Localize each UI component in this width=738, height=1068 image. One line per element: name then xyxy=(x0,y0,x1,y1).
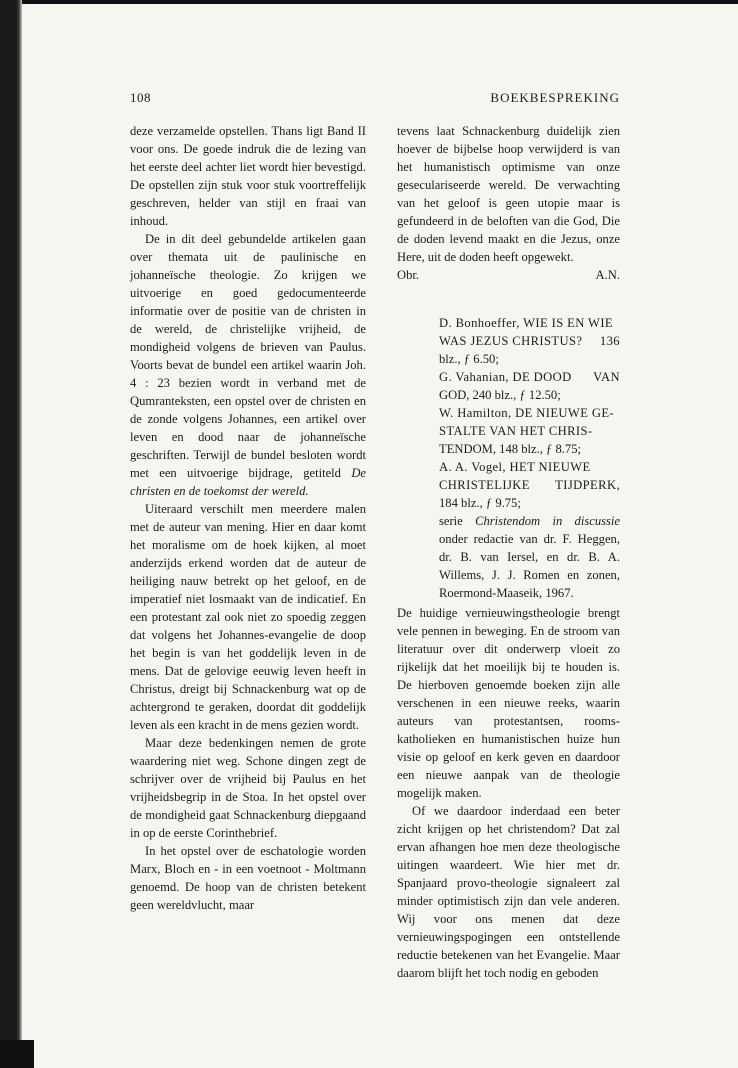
book-title-fragment: VAN xyxy=(593,370,620,384)
series-details: onder redactie van dr. F. Heggen, dr. B. van Iersel, en dr. B. A. Willems, J. J. Romen en zonen, Roermond-Maaseik, 1967. xyxy=(439,532,620,600)
paragraph: Maar deze bedenkingen nemen de grote waardering niet weg. Schone dingen zegt de schrijver over de vrijheid bij Paulus en het vrijheidsbegrip in de Stoa. In het opstel over de mondigheid gaat Schnackenburg diepgaand in op de eerste Corinthebrief. xyxy=(130,736,366,840)
book-entry-line: STALTE VAN HET CHRIS- xyxy=(439,424,593,438)
running-head xyxy=(130,90,620,110)
book-entry-line: TENDOM, 148 blz., ƒ 8.75; xyxy=(439,442,582,456)
paragraph: deze verzamelde opstellen. Thans ligt Band II voor ons. De goede indruk die de lezing van het eerste deel achter liet wordt hier bevestigd. De opstellen zijn stuk voor stuk voortreffelijk geschreven, helder van stijl en fraai van inhoud. xyxy=(130,124,366,228)
scan-binding-shadow xyxy=(0,0,22,1068)
paragraph xyxy=(130,230,366,500)
book-entry-line xyxy=(439,332,620,350)
book-entry-line xyxy=(439,368,620,386)
book-list xyxy=(439,314,620,602)
book-title-fragment: TIJDPERK, xyxy=(555,478,620,492)
book-entry-line: D. Bonhoeffer, WIE IS EN WIE xyxy=(439,316,614,330)
series-prefix: serie xyxy=(439,514,476,528)
right-column xyxy=(397,122,620,982)
book-entry-line xyxy=(439,476,620,494)
signoff-location: Obr. xyxy=(397,268,420,282)
review-signoff xyxy=(397,266,620,284)
book-entry-line: blz., ƒ 6.50; xyxy=(439,352,499,366)
series-title: Christendom in discussie xyxy=(475,514,621,528)
paragraph: tevens laat Schnackenburg duidelijk zien hoever de bijbelse hoop verwijderd is van het humanistisch optimisme van onze geseculariseerde wereld. De verwachting van het geloof is geen utopie maar is gefundeerd in de beloften van die God, Die de doden levend maakt en die Jezus, onze Here, uit de doden heeft opgewekt. xyxy=(397,124,620,264)
scan-top-edge xyxy=(0,0,738,4)
book-entry-line: A. A. Vogel, HET NIEUWE xyxy=(439,460,591,474)
series-note xyxy=(439,512,620,602)
left-column xyxy=(130,122,366,914)
paragraph-text: De in dit deel gebundelde artikelen gaan over themata uit de paulinische en johanneïsche theologie. Zo krijgen we uitvoerige en goed gedocumenteerde informatie over de positie van de christen in de wereld, de christelijke vrijheid, de mondigheid volgens de brieven van Paulus. Voorts bevat de bundel een artikel waarin Joh. 4 : 23 bezien wordt in verband met de Qumranteksten, een opstel over de christen en de zonde volgens Johannes, een artikel over leven en dood naar de johanneïsche geschriften. Terwijl de bundel besloten wordt met een uitvoerige bijdrage, getiteld xyxy=(130,232,366,480)
article-title: De christen en de toekomst der wereld. xyxy=(130,466,366,498)
paragraph: Of we daardoor inderdaad een beter zicht krijgen op het christendom? Dat zal ervan afhangen hoe men deze theologische uitingen waardeert. Wie hier met dr. Spanjaard provo-theologie signaleert zal minder optimistisch zijn dan vele anderen. Wij voor ons menen dat deze vernieuwingspogingen een ontstellende reductie betekenen van het Evangelie. Maar daarom blijft het toch nodig en geboden xyxy=(397,804,620,980)
section-title: BOEKBESPREKING xyxy=(490,90,620,105)
book-title-fragment: CHRISTELIJKE xyxy=(439,478,530,492)
paragraph: De huidige vernieuwingstheologie brengt vele pennen in beweging. En de stroom van literatuur over dit onderwerp vloeit zo rijkelijk dat het moeilijk bij te houden is. De hierboven genoemde boeken zijn alle verschenen in een nieuwe reeks, waarin auteurs van protestantsen, rooms-katholieken en humanistischen huize hun visie op geloof en kerk geven en daardoor een nieuwe aanpak van de theologie mogelijk maken. xyxy=(397,606,620,800)
book-pages: 136 xyxy=(599,334,620,348)
signoff-initials: A.N. xyxy=(595,268,620,282)
book-title-fragment: WAS JEZUS CHRISTUS? xyxy=(439,334,583,348)
book-entry-line: GOD, 240 blz., ƒ 12.50; xyxy=(439,388,561,402)
book-entry-line: W. Hamilton, DE NIEUWE GE- xyxy=(439,406,615,420)
book-entry-line: 184 blz., ƒ 9.75; xyxy=(439,496,521,510)
page-number: 108 xyxy=(130,90,151,105)
paragraph: Uiteraard verschilt men meerdere malen met de auteur van mening. Hier en daar komt het moralisme om de hoek kijken, al moet anderzijds erkend worden dat de auteur de heiliging nauw betrekt op het geloof, en de imperatief niet losmaakt van de indicatief. En een protestant zal ook niet zo spoedig zeggen dat volgens het Johannes-evangelie de doop het begin is van het goddelijk leven in de mens. Dat de gelovige eeuwig leven heeft in Christus, dreigt bij Schnackenburg wat op de achtergrond te geraken, doordat dit goddelijk leven als een kracht in de mens gezien wordt. xyxy=(130,502,366,732)
paragraph: In het opstel over de eschatologie worden Marx, Bloch en - in een voetnoot - Moltmann genoemd. De hoop van de christen betekent geen wereldvlucht, maar xyxy=(130,844,366,912)
book-title-fragment: G. Vahanian, DE DOOD xyxy=(439,370,572,384)
scan-corner-mark xyxy=(0,1040,34,1068)
